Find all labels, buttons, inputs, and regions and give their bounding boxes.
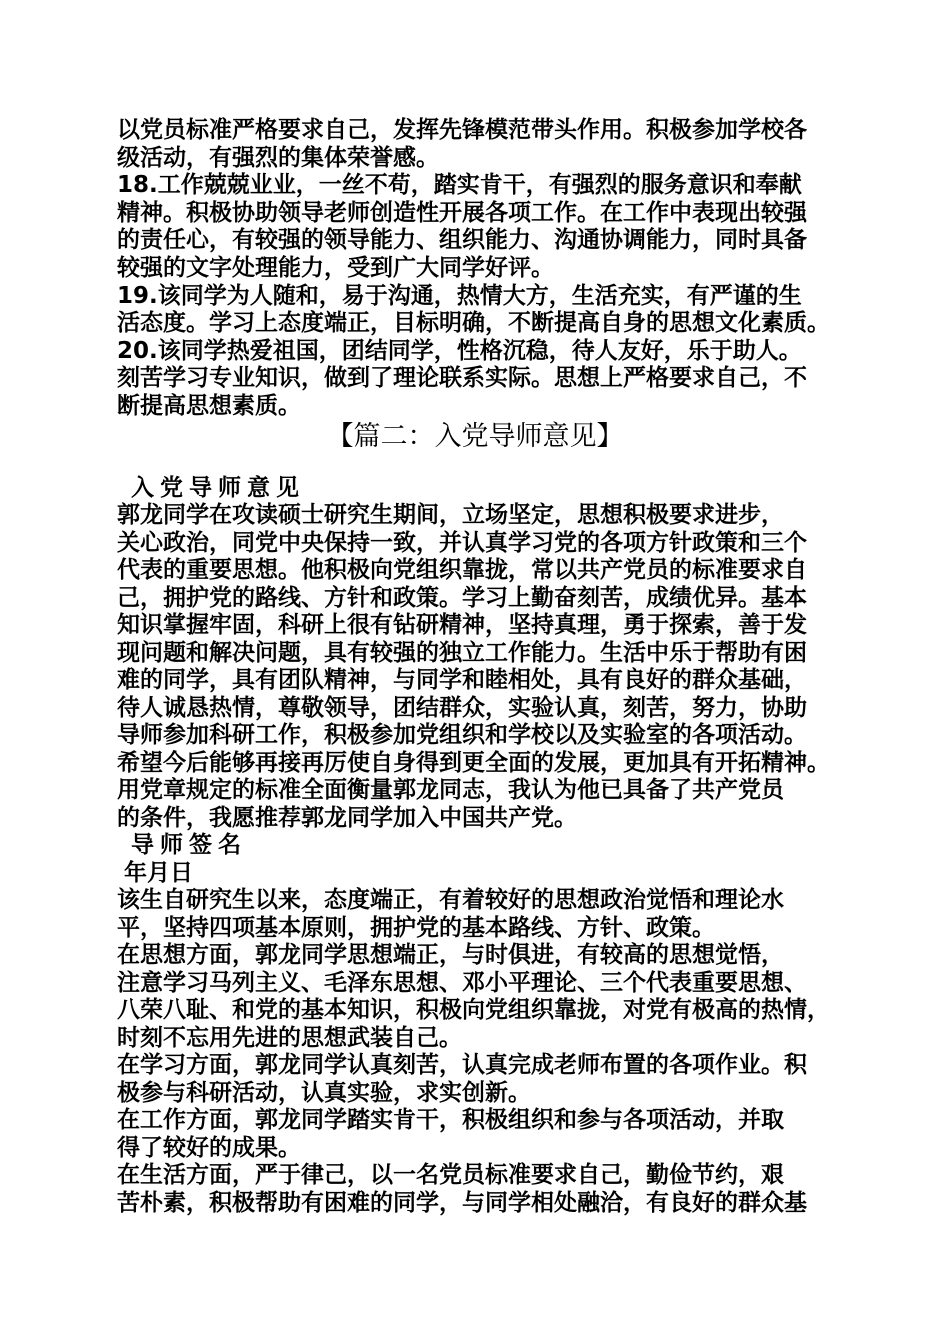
text-line: 在思想方面，郭龙同学思想端正，与时俱进，有较高的思想觉悟，: [117, 942, 784, 968]
text-line: 20.该同学热爱祖国，团结同学，性格沉稳，待人友好，乐于助人。: [117, 338, 802, 364]
text-line: 的条件，我愿推荐郭龙同学加入中国共产党。: [117, 805, 577, 831]
text-line: 18.工作兢兢业业，一丝不苟，踏实肯干，有强烈的服务意识和奉献: [117, 172, 802, 198]
text-line: 19.该同学为人随和，易于沟通，热情大方，生活充实，有严谨的生: [117, 283, 802, 309]
text-line: 该生自研究生以来，态度端正，有着较好的思想政治觉悟和理论水: [117, 887, 784, 913]
text-line: 知识掌握牢固，科研上很有钻研精神，坚持真理，勇于探索，善于发: [117, 612, 807, 638]
text-line: 刻苦学习专业知识，做到了理论联系实际。思想上严格要求自己，不: [117, 365, 807, 391]
opinion-heading: 入党导师意见: [131, 475, 305, 501]
text-line: 平，坚持四项基本原则，拥护党的基本路线、方针、政策。: [117, 915, 715, 941]
text-line: 在工作方面，郭龙同学踏实肯干，积极组织和参与各项活动，并取: [117, 1107, 784, 1133]
signature-label: 导师签名: [131, 832, 247, 858]
section-title: 【篇二：入党导师意见】: [326, 421, 624, 452]
text-line: 导师参加科研工作，积极参加党组织和学校以及实验室的各项活动。: [117, 722, 807, 748]
text-line: 注意学习马列主义、毛泽东思想、邓小平理论、三个代表重要思想、: [117, 970, 807, 996]
text-line: 得了较好的成果。: [117, 1135, 301, 1161]
text-line: 断提高思想素质。: [117, 393, 301, 419]
text-line: 八荣八耻、和党的基本知识，积极向党组织靠拢，对党有极高的热情，: [117, 997, 830, 1023]
text-line: 希望今后能够再接再厉使自身得到更全面的发展，更加具有开拓精神。: [117, 750, 830, 776]
text-line: 在生活方面，严于律己，以一名党员标准要求自己，勤俭节约，艰: [117, 1162, 784, 1188]
date-label: 年月日: [124, 860, 193, 886]
text-line: 精神。积极协助领导老师创造性开展各项工作。在工作中表现出较强: [117, 200, 807, 226]
text-line: 郭龙同学在攻读硕士研究生期间，立场坚定，思想积极要求进步，: [117, 502, 784, 528]
text-line: 在学习方面，郭龙同学认真刻苦，认真完成老师布置的各项作业。积: [117, 1052, 807, 1078]
text-line: 苦朴素，积极帮助有困难的同学，与同学相处融洽，有良好的群众基: [117, 1190, 807, 1216]
text-line: 级活动，有强烈的集体荣誉感。: [117, 145, 439, 171]
text-line: 的责任心，有较强的领导能力、组织能力、沟通协调能力，同时具备: [117, 227, 807, 253]
text-line: 较强的文字处理能力，受到广大同学好评。: [117, 255, 554, 281]
text-line: 以党员标准严格要求自己，发挥先锋模范带头作用。积极参加学校各: [117, 117, 807, 143]
text-line: 己，拥护党的路线、方针和政策。学习上勤奋刻苦，成绩优异。基本: [117, 585, 807, 611]
text-line: 活态度。学习上态度端正，目标明确，不断提高自身的思想文化素质。: [117, 310, 830, 336]
text-line: 极参与科研活动，认真实验，求实创新。: [117, 1080, 531, 1106]
text-line: 待人诚恳热情，尊敬领导，团结群众，实验认真，刻苦，努力，协助: [117, 695, 807, 721]
text-line: 关心政治，同党中央保持一致，并认真学习党的各项方针政策和三个: [117, 530, 807, 556]
text-line: 难的同学，具有团队精神，与同学和睦相处，具有良好的群众基础，: [117, 667, 807, 693]
text-line: 用党章规定的标准全面衡量郭龙同志，我认为他已具备了共产党员: [117, 777, 784, 803]
text-line: 时刻不忘用先进的思想武装自己。: [117, 1025, 462, 1051]
text-line: 代表的重要思想。他积极向党组织靠拢，常以共产党员的标准要求自: [117, 557, 807, 583]
text-line: 现问题和解决问题，具有较强的独立工作能力。生活中乐于帮助有困: [117, 640, 807, 666]
